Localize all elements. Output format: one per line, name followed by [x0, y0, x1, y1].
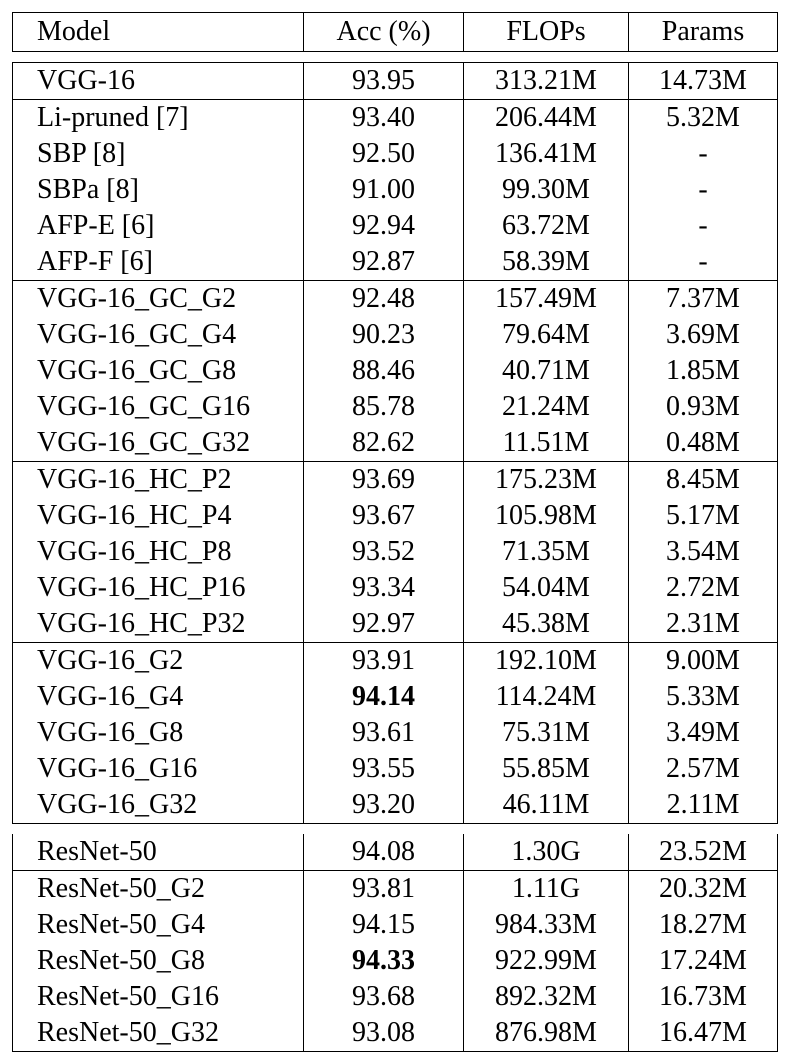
accuracy-cell: 93.81 [304, 871, 464, 907]
flops-cell: 79.64M [464, 317, 629, 353]
results-table [12, 12, 778, 1052]
accuracy-cell: 94.14 [304, 679, 464, 715]
params-cell: 5.33M [666, 681, 740, 712]
accuracy-cell: 93.68 [304, 979, 464, 1015]
flops-cell: 46.11M [464, 787, 629, 823]
row-group [12, 281, 778, 462]
row-group [12, 100, 778, 281]
accuracy-cell: 93.34 [304, 570, 464, 606]
table-row [13, 208, 777, 244]
model-cell: VGG-16_GC_G32 [13, 425, 304, 461]
params-cell: 23.52M [659, 836, 747, 867]
accuracy-cell: 94.33 [304, 943, 464, 979]
flops-cell: 58.39M [464, 244, 629, 280]
table-row [13, 787, 777, 823]
model-cell: ResNet-50_G8 [13, 943, 304, 979]
model-cell: ResNet-50_G16 [13, 979, 304, 1015]
table-row [13, 570, 777, 606]
flops-cell: 206.44M [464, 100, 629, 136]
table-row [13, 534, 777, 570]
params-cell: 8.45M [666, 464, 740, 495]
table-row [13, 751, 777, 787]
table-row [13, 907, 777, 943]
table-header [12, 12, 778, 52]
flops-cell: 75.31M [464, 715, 629, 751]
model-cell: VGG-16_HC_P4 [13, 498, 304, 534]
accuracy-cell: 93.61 [304, 715, 464, 751]
flops-cell: 1.30G [464, 834, 629, 870]
accuracy-cell: 93.69 [304, 462, 464, 498]
params-cell: 17.24M [659, 945, 747, 976]
table-row [13, 136, 777, 172]
row-group [12, 643, 778, 824]
flops-cell: 21.24M [464, 389, 629, 425]
table-row [13, 317, 777, 353]
accuracy-cell: 93.40 [304, 100, 464, 136]
params-cell: 16.73M [659, 981, 747, 1012]
table-row [13, 281, 777, 317]
flops-cell: 175.23M [464, 462, 629, 498]
flops-cell: 892.32M [464, 979, 629, 1015]
flops-cell: 55.85M [464, 751, 629, 787]
table-row [13, 834, 777, 870]
accuracy-cell: 93.95 [304, 63, 464, 99]
params-cell: 0.93M [666, 391, 740, 422]
accuracy-cell: 94.08 [304, 834, 464, 870]
flops-cell: 192.10M [464, 643, 629, 679]
accuracy-cell: 93.91 [304, 643, 464, 679]
params-cell: 3.54M [666, 536, 740, 567]
model-cell: SBP [8] [13, 136, 304, 172]
params-cell: 1.85M [666, 355, 740, 386]
params-cell: 2.57M [666, 753, 740, 784]
params-cell: - [698, 138, 708, 169]
accuracy-cell: 92.97 [304, 606, 464, 642]
model-cell: VGG-16_G16 [13, 751, 304, 787]
table-row [13, 462, 777, 498]
table-row [13, 498, 777, 534]
model-cell: VGG-16_G2 [13, 643, 304, 679]
row-group [12, 834, 778, 871]
params-cell: - [698, 174, 708, 205]
model-cell: VGG-16 [13, 63, 304, 99]
model-cell: ResNet-50_G2 [13, 871, 304, 907]
row-group [12, 871, 778, 1052]
params-cell: - [698, 246, 708, 277]
accuracy-cell: 82.62 [304, 425, 464, 461]
model-cell: VGG-16_GC_G2 [13, 281, 304, 317]
table-row [13, 606, 777, 642]
model-cell: VGG-16_HC_P8 [13, 534, 304, 570]
model-cell: SBPa [8] [13, 172, 304, 208]
params-cell: 18.27M [659, 909, 747, 940]
params-cell: 2.72M [666, 572, 740, 603]
table-row [13, 643, 777, 679]
model-cell: VGG-16_HC_P32 [13, 606, 304, 642]
model-cell: Li-pruned [7] [13, 100, 304, 136]
accuracy-cell: 93.67 [304, 498, 464, 534]
flops-cell: 11.51M [464, 425, 629, 461]
table-row [13, 943, 777, 979]
accuracy-cell: 92.87 [304, 244, 464, 280]
params-cell: 9.00M [666, 645, 740, 676]
params-cell: 16.47M [659, 1017, 747, 1048]
header-params: Params [661, 16, 745, 47]
model-cell: ResNet-50_G32 [13, 1015, 304, 1051]
model-cell: AFP-E [6] [13, 208, 304, 244]
header-accuracy: Acc (%) [304, 13, 464, 51]
row-group [12, 62, 778, 100]
accuracy-cell: 92.48 [304, 281, 464, 317]
flops-cell: 313.21M [464, 63, 629, 99]
model-cell: VGG-16_HC_P2 [13, 462, 304, 498]
flops-cell: 157.49M [464, 281, 629, 317]
flops-cell: 1.11G [464, 871, 629, 907]
flops-cell: 922.99M [464, 943, 629, 979]
accuracy-cell: 93.08 [304, 1015, 464, 1051]
flops-cell: 105.98M [464, 498, 629, 534]
accuracy-cell: 93.55 [304, 751, 464, 787]
table-row [13, 63, 777, 99]
flops-cell: 99.30M [464, 172, 629, 208]
table-row [13, 871, 777, 907]
header-flops: FLOPs [464, 13, 629, 51]
params-cell: - [698, 210, 708, 241]
model-cell: VGG-16_GC_G8 [13, 353, 304, 389]
flops-cell: 114.24M [464, 679, 629, 715]
accuracy-cell: 85.78 [304, 389, 464, 425]
header-model: Model [13, 13, 304, 51]
table-row [13, 979, 777, 1015]
model-cell: VGG-16_G32 [13, 787, 304, 823]
accuracy-cell: 90.23 [304, 317, 464, 353]
accuracy-cell: 92.94 [304, 208, 464, 244]
model-cell: VGG-16_HC_P16 [13, 570, 304, 606]
table-row [13, 1015, 777, 1051]
accuracy-cell: 92.50 [304, 136, 464, 172]
accuracy-cell: 93.20 [304, 787, 464, 823]
model-cell: VGG-16_G8 [13, 715, 304, 751]
flops-cell: 136.41M [464, 136, 629, 172]
accuracy-cell: 93.52 [304, 534, 464, 570]
table-row [13, 715, 777, 751]
flops-cell: 40.71M [464, 353, 629, 389]
flops-cell: 54.04M [464, 570, 629, 606]
params-cell: 5.17M [666, 500, 740, 531]
params-cell: 7.37M [666, 283, 740, 314]
table-row [13, 100, 777, 136]
table-row [13, 353, 777, 389]
params-cell: 3.69M [666, 319, 740, 350]
model-cell: VGG-16_GC_G16 [13, 389, 304, 425]
params-cell: 5.32M [666, 102, 740, 133]
params-cell: 2.11M [666, 789, 740, 820]
row-group [12, 462, 778, 643]
accuracy-cell: 88.46 [304, 353, 464, 389]
flops-cell: 876.98M [464, 1015, 629, 1051]
params-cell: 20.32M [659, 873, 747, 904]
header-row [13, 13, 777, 51]
model-cell: AFP-F [6] [13, 244, 304, 280]
model-cell: ResNet-50_G4 [13, 907, 304, 943]
model-cell: ResNet-50 [13, 834, 304, 870]
table-row [13, 425, 777, 461]
accuracy-cell: 94.15 [304, 907, 464, 943]
flops-cell: 63.72M [464, 208, 629, 244]
params-cell: 3.49M [666, 717, 740, 748]
params-cell: 0.48M [666, 427, 740, 458]
table-row [13, 389, 777, 425]
model-cell: VGG-16_G4 [13, 679, 304, 715]
params-cell: 14.73M [659, 65, 747, 96]
flops-cell: 984.33M [464, 907, 629, 943]
params-cell: 2.31M [666, 608, 740, 639]
table-row [13, 679, 777, 715]
table-row [13, 244, 777, 280]
table-row [13, 172, 777, 208]
flops-cell: 45.38M [464, 606, 629, 642]
flops-cell: 71.35M [464, 534, 629, 570]
accuracy-cell: 91.00 [304, 172, 464, 208]
model-cell: VGG-16_GC_G4 [13, 317, 304, 353]
